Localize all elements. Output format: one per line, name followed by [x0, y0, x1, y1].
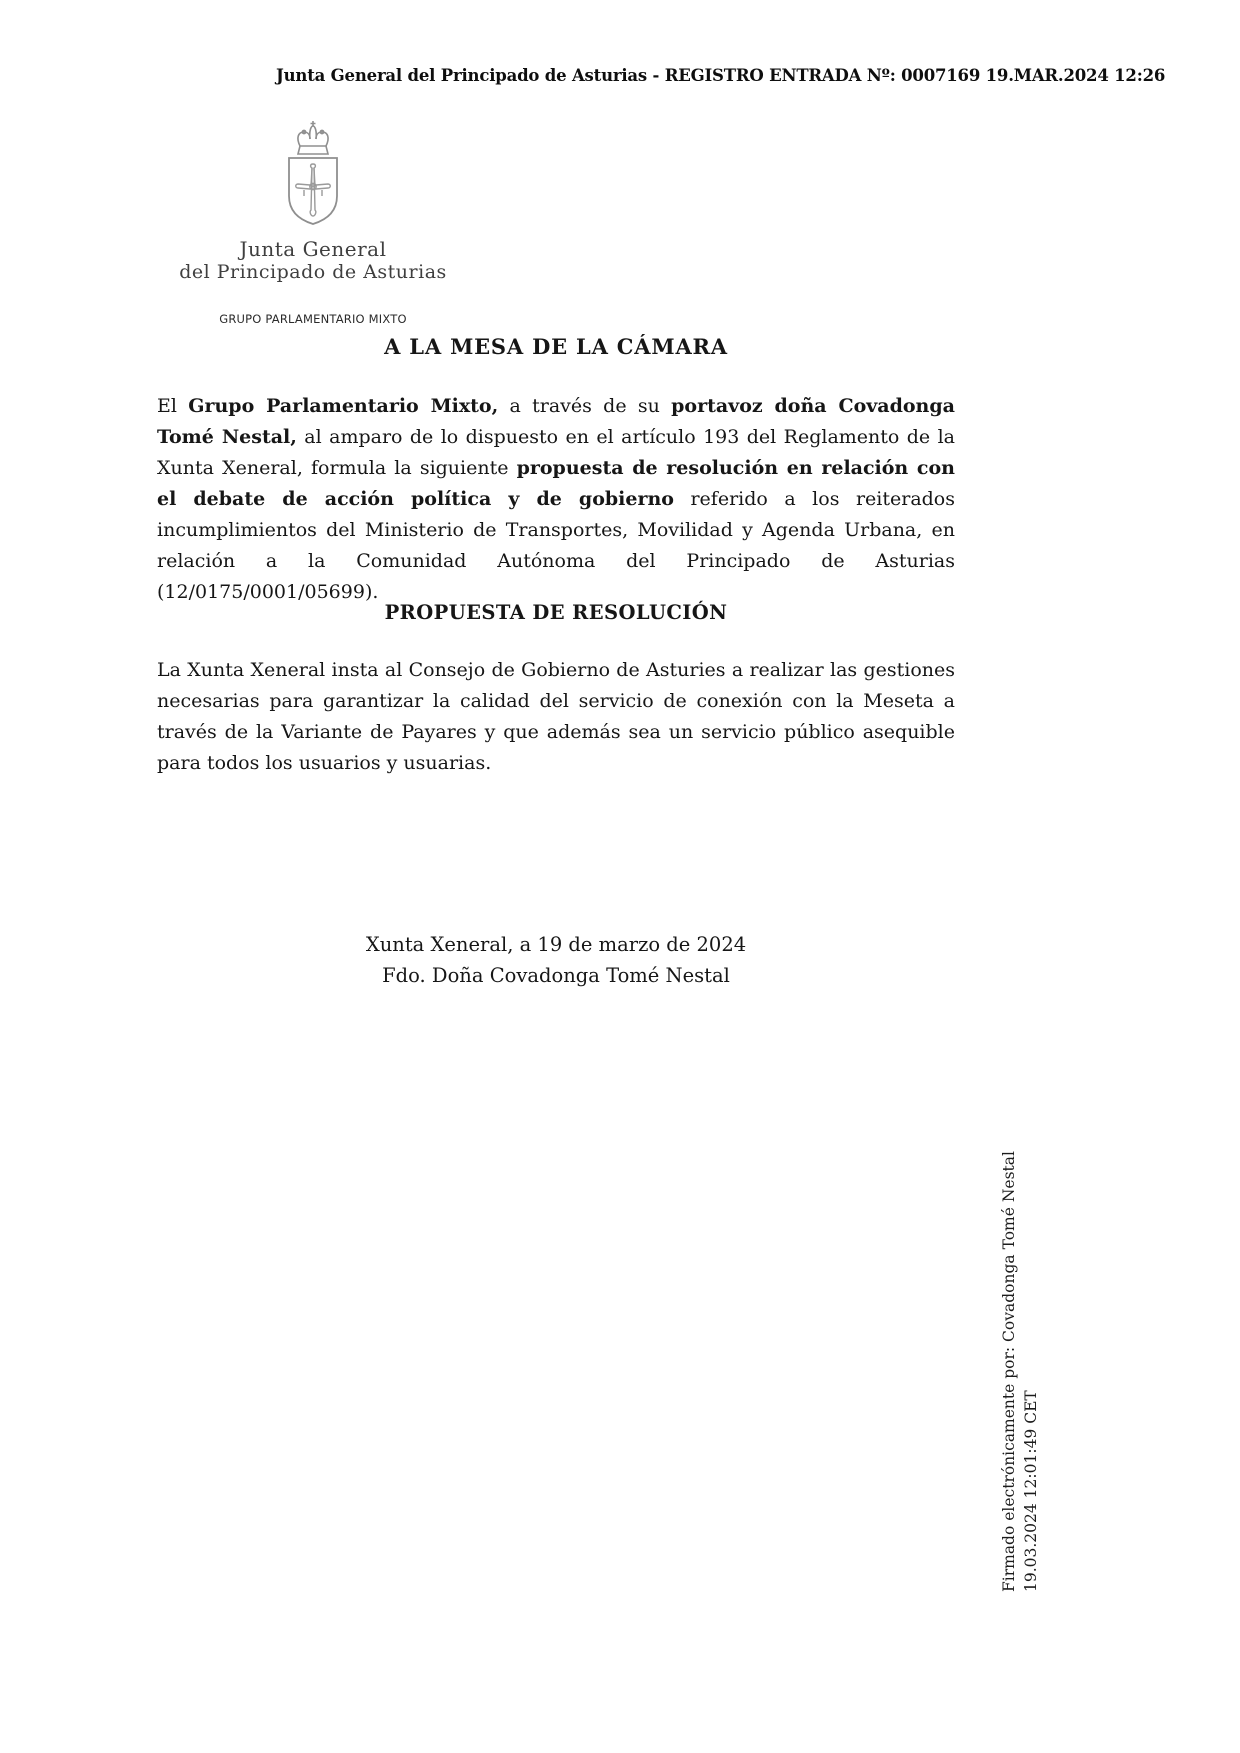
letterhead-org-line2: del Principado de Asturias: [179, 261, 447, 283]
letterhead-org-line1: Junta General: [239, 237, 387, 261]
section-heading-propuesta: PROPUESTA DE RESOLUCIÓN: [384, 601, 728, 624]
body-paragraph-2: La Xunta Xeneral insta al Consejo de Gobierno de Asturies a realizar las gestiones necesarias para garantizar la calidad del servicio de conexión con la Meseta a través de la Variante de Payares y que además sea un servicio público asequible para todos los usuarios y usuarias.: [157, 659, 955, 774]
esignature-timestamp-line: 19.03.2024 12:01:49 CET: [1022, 1390, 1040, 1592]
registry-entry-stamp: Junta General del Principado de Asturias - REGISTRO ENTRADA Nº: 0007169 19.MAR.2024 12:26: [276, 66, 1166, 85]
closing-signature-line: Fdo. Doña Covadonga Tomé Nestal: [382, 964, 730, 987]
asturias-coat-of-arms-icon: [276, 120, 350, 240]
letterhead-parliamentary-group: GRUPO PARLAMENTARIO MIXTO: [219, 312, 407, 326]
closing-place-date: Xunta Xeneral, a 19 de marzo de 2024: [365, 933, 747, 956]
esignature-signer-line: Firmado electrónicamente por: Covadonga Tomé Nestal: [1000, 1151, 1018, 1592]
document-salutation-heading: A LA MESA DE LA CÁMARA: [384, 334, 728, 359]
body-paragraph-1: El Grupo Parlamentario Mixto, a través de su portavoz doña Covadonga Tomé Nestal, al amparo de lo dispuesto en el artículo 193 del Reglamento de la Xunta Xeneral, formula la siguiente propuesta de resolución en relación con el debate de acción política y de gobierno referido a los reiterados incumplimientos del Ministerio de Transportes, Movilidad y Agenda Urbana, en relación a la Comunidad Autónoma del Principado de Asturias (12/0175/0001/05699).: [157, 395, 955, 603]
electronic-signature-stamp: [998, 1087, 1042, 1592]
